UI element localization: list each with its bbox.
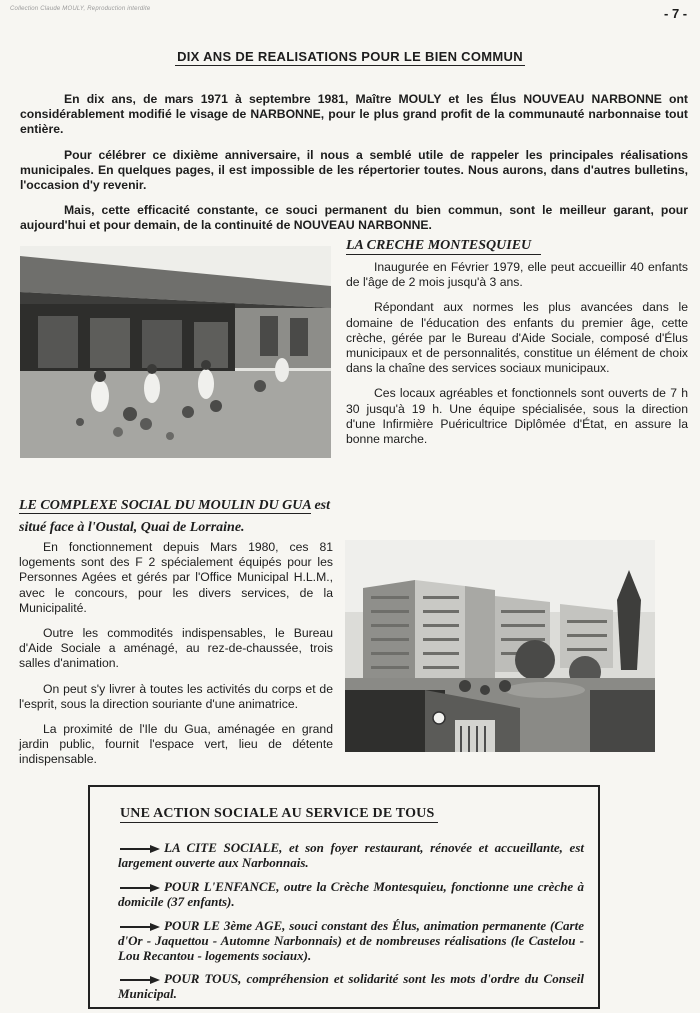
complexe-paragraph-2: Outre les commodités indispensables, le Bureau d'Aide Sociale a aménagé, au rez-de-chaussée, trois salles d'animation. [19,626,333,671]
action-item-1-text: LA CITE SOCIALE, et son foyer restaurant, rénovée et accueillante, est largement ouverte aux Narbonnais. [118,840,584,870]
complexe-paragraph-4: La proximité de l'Ile du Gua, aménagée en grand jardin public, fournit l'espace vert, lieu de détente indispensable. [19,722,333,767]
page-number: - 7 - [664,6,688,21]
intro-paragraph-3: Mais, cette efficacité constante, ce souci permanent du bien commun, sont le meilleur garant, pour aujourd'hui et pour demain, de la continuité de NOUVEAU NARBONNE. [20,203,688,233]
arrow-right-icon [118,883,162,893]
action-item-3-text: POUR LE 3ème AGE, souci constant des Élus, animation permanente (Carte d'Or - Jaquettou - Automne Narbonnais) et de nombreuses réalisations (le Castelou - Lou Recantou - logements sociaux). [118,918,584,963]
arrow-right-icon [118,975,162,985]
intro-section [20,92,688,244]
page-title-text: DIX ANS DE REALISATIONS POUR LE BIEN COMMUN [177,49,523,64]
creche-paragraph-3: Ces locaux agréables et fonctionnels sont ouverts de 7 h 30 jusqu'à 19 h. Une équipe spécialisée, sous la direction d'une Infirmière Puéricultrice Diplômée d'État, en assure la bonne marche. [346,386,688,447]
action-box-title-text: UNE ACTION SOCIALE AU SERVICE DE TOUS [120,806,438,823]
arrow-right-icon [118,922,162,932]
complexe-heading-rest: est situé face à l'Oustal, Quai de Lorraine. [19,498,331,535]
intro-paragraph-2: Pour célébrer ce dixième anniversaire, il nous a semblé utile de rappeler les principales réalisations municipales. En quelques pages, il est impossible de les répertorier toutes. Nous aurons, dans d'autres bulletins, l'occasion d'y revenir. [20,147,688,193]
complexe-section [19,540,333,778]
action-item-3 [118,918,584,963]
action-item-2-text: POUR L'ENFANCE, outre la Crèche Montesquieu, fonctionne une crèche à domicile (37 enfants). [118,879,584,909]
action-item-2 [118,879,584,909]
collection-note: Collection Claude MOULY, Reproduction interdite [10,6,151,12]
complexe-heading [19,495,335,539]
creche-heading [346,238,541,254]
intro-paragraph-1: En dix ans, de mars 1971 à septembre 1981, Maître MOULY et les Élus NOUVEAU NARBONNE ont considérablement modifié le visage de NARBONNE, pour le plus grand profit de la communauté narbonnaise tout entière. [20,92,688,137]
page-title [0,49,700,64]
complexe-paragraph-1: En fonctionnement depuis Mars 1980, ces 81 logements sont des F 2 spécialement équipés pour les Personnes Agées et gérés par l'Office Municipal H.L.M., avec le concours, pour les divers services, de la Municipalité. [19,540,333,615]
arrow-right-icon [118,844,162,854]
action-item-4 [118,971,584,1001]
complexe-photo [345,540,655,752]
action-item-4-text: POUR TOUS, compréhension et solidarité sont les mots d'ordre du Conseil Municipal. [118,971,584,1001]
action-item-1 [118,840,584,870]
creche-paragraph-1: Inaugurée en Février 1979, elle peut accueillir 40 enfants de l'âge de 2 mois jusqu'à 3 ans. [346,260,688,290]
creche-photo [20,246,331,458]
creche-paragraph-2: Répondant aux normes les plus avancées dans le domaine de l'éducation des enfants du premier âge, cette crèche, gérée par le Bureau d'Aide Sociale, composé d'Élus municipaux et de personnalités, constitue un élément de choix dans la chaîne des services sociaux municipaux. [346,300,688,376]
creche-section [346,260,688,457]
creche-heading-text: LA CRECHE MONTESQUIEU [346,238,541,255]
complexe-paragraph-3: On peut s'y livrer à toutes les activités du corps et de l'esprit, sous la direction souriante d'une animatrice. [19,681,333,711]
complexe-heading-underlined: LE COMPLEXE SOCIAL DU MOULIN DU GUA [19,498,311,513]
action-box-title [120,806,438,822]
